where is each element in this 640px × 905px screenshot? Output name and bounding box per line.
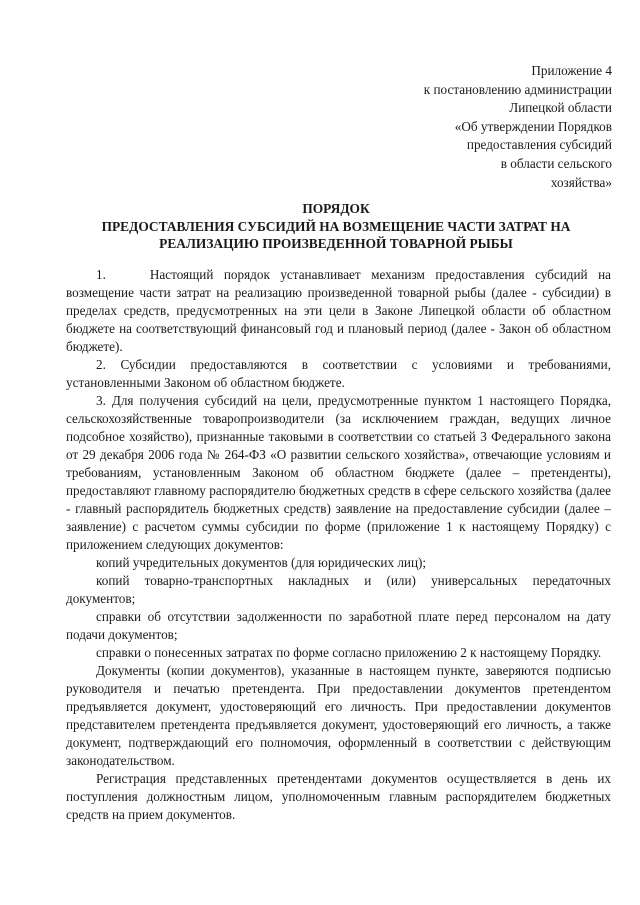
paragraph-1-number: 1. [96,267,106,282]
appendix-line: в области сельского [500,155,612,171]
appendix-line: «Об утверждении Порядков [454,118,612,134]
title-line-1: ПОРЯДОК [302,201,370,216]
title-line-2: ПРЕДОСТАВЛЕНИЯ СУБСИДИЙ НА ВОЗМЕЩЕНИЕ ЧАСТИ ЗАТРАТ НА [101,218,571,234]
paragraph-1-text: Настоящий порядок устанавливает механизм предоставления субсидий на возмещение части затрат на реализацию произведенной товарной рыбы (далее - субсидии) в пределах средств, предусмотренных на эти цели в Законе Липецкой области об областном бюджете на соответствующий финансовый год и плановый период (далее - Закон об областном бюджете). [66,267,611,354]
appendix-line: Приложение 4 [531,63,612,78]
document-body [66,266,611,824]
appendix-line: к постановлению администрации [423,81,612,97]
appendix-header [372,62,612,192]
paragraph-3: 3. Для получения субсидий на цели, предусмотренные пунктом 1 настоящего Порядка, сельскохозяйственные товаропроизводители (за исключением граждан, ведущих личное подсобное хозяйство), признанные таковыми в соответствии со статьей 3 Федерального закона от 29 декабря 2006 года № 264-ФЗ «О развитии сельского хозяйства», отвечающие условиям и требованиям, установленным Законом об областном бюджете (далее – претенденты), предоставляют главному распорядителю бюджетных средств в сфере сельского хозяйства (далее - главный распорядитель бюджетных средств) заявление на предоставление субсидии (далее – заявление) с расчетом суммы субсидии по форме (приложение 1 к настоящему Порядку) с приложением следующих документов: [66,393,611,552]
list-item: копий товарно-транспортных накладных и (или) универсальных передаточных документов; [66,573,611,606]
paragraph-4: Документы (копии документов), указанные в настоящем пункте, заверяются подписью руководителя и печатью претендента. При предоставлении документов претендентом предъявляется документ, удостоверяющий его личность. При предоставлении документов представителем претендента предъявляется документ, удостоверяющий его личность, а также документ, подтверждающий его полномочия, оформленный в соответствии с действующим законодательством. [66,663,611,768]
appendix-line: Липецкой области [509,100,612,116]
title-line-3: РЕАЛИЗАЦИЮ ПРОИЗВЕДЕННОЙ ТОВАРНОЙ РЫБЫ [159,236,513,251]
document-title [56,200,616,253]
list-item: справки об отсутствии задолженности по заработной плате перед персоналом на дату подачи документов; [66,609,611,642]
appendix-line: хозяйства» [550,174,612,190]
paragraph-5: Регистрация представленных претендентами документов осуществляется в день их поступления должностным лицом, уполномоченным главным распорядителем бюджетных средств на прием документов. [66,771,611,822]
paragraph-1 [66,266,611,356]
appendix-line: предоставления субсидий [466,137,612,153]
list-item: копий учредительных документов (для юридических лиц); [96,555,427,570]
list-item: справки о понесенных затратах по форме согласно приложению 2 к настоящему Порядку. [96,645,602,660]
paragraph-2: 2. Субсидии предоставляются в соответствии с условиями и требованиями, установленными Законом об областном бюджете. [66,357,611,390]
